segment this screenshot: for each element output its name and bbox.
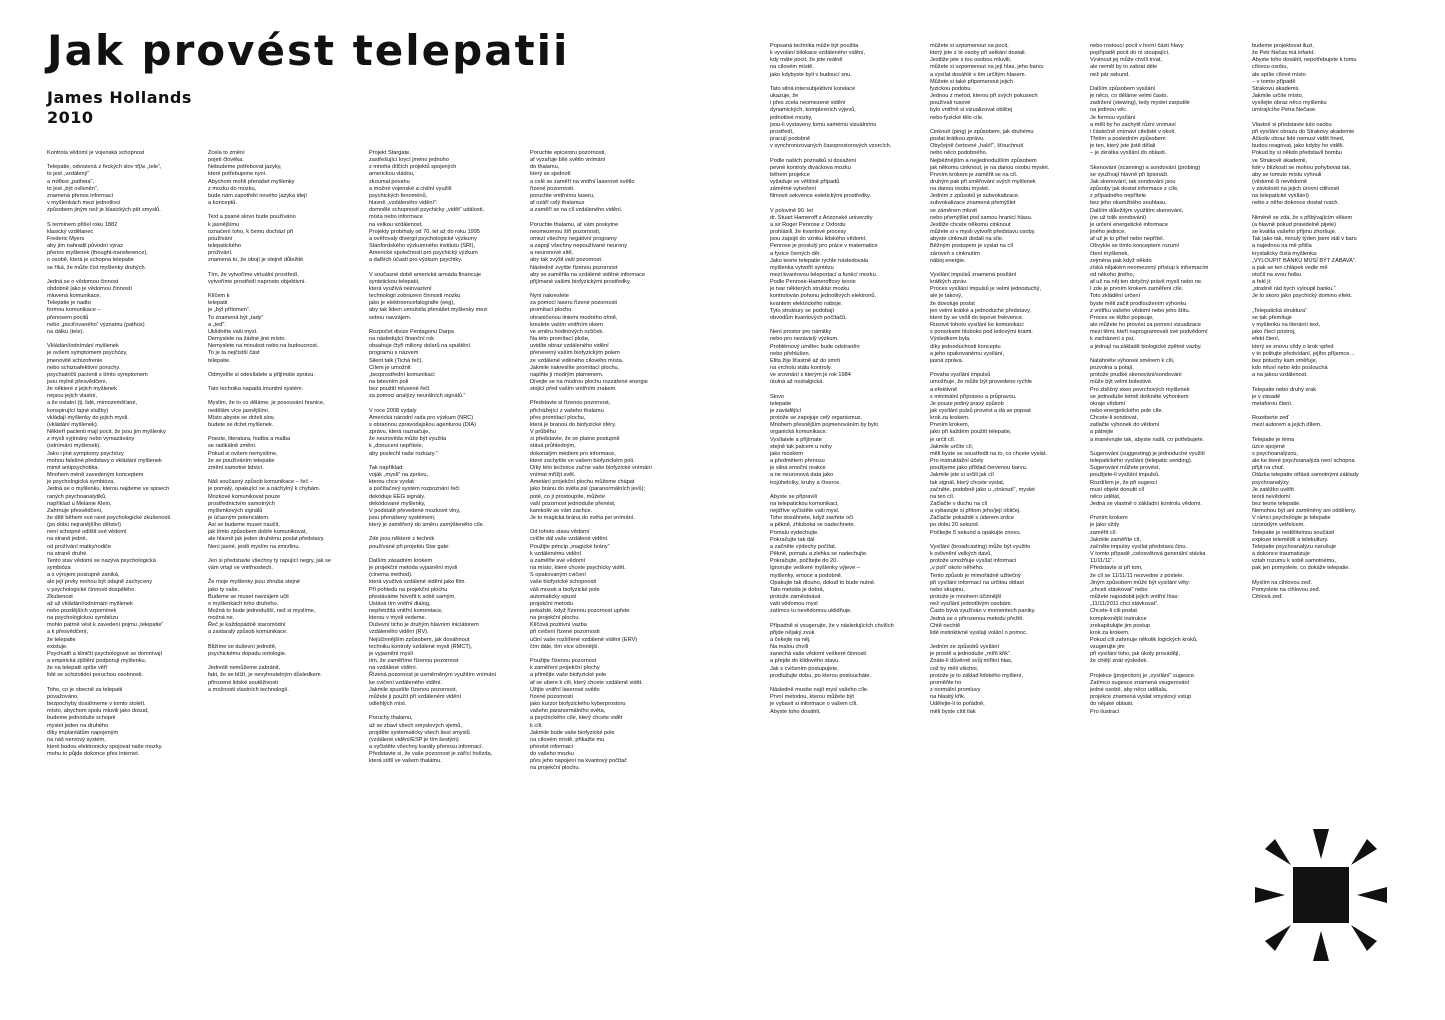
text-column-3: Projekt Stargate, zastřešující krycí jméno jednoho z mnoha dílčích projektů spojených americkou vládou, zkoumal povahu a možné vojenské a civilní využití psychických fenoménů, hlavně „vzdáleného vidění“: domnělé schopnosti psychicky „vidět“ události, místa nebo informace na velkou vzdálenost. Projekty probíhaly od 70. let až do roku 1995 a ověřovaly divergii psychologické výzkumy Stanfordského výzkumného institutu (SRI), Americké společnosti pro psychický výzkum a dalších účastí pro výzkum psychiky. V současné době americká armáda financuje syntetickou telepatii, která využívá neinvazivní technologii zobrazení činnosti mozku jako je elektroencefalografie (eeg), aby tak lidem umožnila přenášet myšlenky mezi sebou navzájem. Rozpočet divize Pentagonu Darpa na následující finanční rok obsahuje čtyři miliony dolarů na spuštění programu s názvem Silent talk (Tichá řeč). Cílem je umožnit „bezprostřední komunikaci na bitevním poli bez použití mluvené řeči za pomoci analýzy neurálních signálů.“ V roce 2008 vydaly Americká národní rada pro výzkum (NRC) s obrannou zpravodajskou agenturou (DIA) zprávu, která naznačuje, že neurověda může být využita k „donucení nepřítele, aby poslechl naše rozkazy.“ Tak například: voják „myslí“ na zprávu, kterou chce vyslat a počítačový systém rozpoznání řeči dekóduje EEG signály. dekódované myšlenky, V podstatě převedené mozkové vlny, jsou přenášeny systémem, který je zaměřený do směru zamýšleného cíle. Zde jsou některé z technik používané při projektu Star gate: Dalším zásadním krokem je projekční metoda vyjasnění mysli (cinema method). která využívá vzdálené vidění jako film. Při pohledu na projekční plochu přestáváme hovořit k sobě samým. Ustává tím vnitřní dialog, nepřetržitá vnitřní komentace, kterou v mysli vedeme. Duševní ticho je druhým hlavním iniciátorem vzdáleného vidění (RV). Nejúčinnějším způsobem, jak dosáhnout techniku kontroly vzdálené mysli (RMCT), je vyjasnění mysli tím, že zaměříme řízenou pozornost na vzdálené vidění. Řízená pozornost je usměrněným využitím vnímání ke cvičení vzdáleného vidění. Jakmile spustíte řízenou pozornost, můžete ji použít při vzdáleném vidění odlehlých míst. Poruchy thalamu, až se zbaví všech smyslových vjemů, projděte systematicky všech šest smyslů (vzdálené vidění/ESP je tím šestým) a vyčistěte všechny kanály přenosu informací. Představte si, že vaše pozornost je zářící hvězda, která sídlí ve vašem thalamu. — [369, 150, 497, 765]
text-column-5: Popsaná technika může být použita k vyvolání bilokace vzdáleného vidění, kdy máte pocit, že jste reálně na cílovém místě, jako kdybyste byli v budoucí snu. Tato silná intersubjektivní korelace ukazuje, že i přes zcela neomezené vidění dynamických, komplexních výjevů, jednotlivé mozky, jsou-li vystaveny tomu samému vizuálnímu prostředí, pracují podobně v synchronizovaných časoprostorových vzorcích. Podle našich poznatků si dosažení pevné kontroly diváckova mozku během projekce vyžaduje ve většině případů záměrné vytvoření filmové sekvence estetickými prostředky. V polovině 90. let dr. Stuart Hameroff z Arizonské univerzity a sir Roger Penrose z Oxfordu prohlásili, že kvantové procesy jsou zapojit do vzniku lidského vědomí. Penrose je proslulý pro práce v matematice a fyzice černých děr. Jako teorie telepatie rychle následovala myšlenka vytvořit syntézu mezi kvantovou teleportací a funkcí mozku. Podle Penrose-Hameroffovy teorie je tvar některých struktur mozku kontrolován pohonu jednotlivých elektronů, kvantem elektrického náboje. Tyto struktury se podobají obvodům kvantových počítačů. Není prostor pro námitky nebo pro nezávislý výzkum. Problémový umělec bude odstraněn nebo přehlušen. Elita žije šťastně až do smrti na vrcholu státu kontroly. ve srovnání s kterým je rok 1984 útulná až nostalgická. Slovo telepatie je zavádějící protože se zapojuje celý organismus. Mnohem přesnějším pojmenováním by bylo organická komunikace. Vysílatele a přijímate stejně tak palcem u nohy jako mozkem a předmětem přenosu je silná emoční reakce a ne neuronová data jako trojúhelníky, kruhy a čtverce. Abyste se připravili na telepatickou komunikaci, nejdříve vyčistěte vaši mysl. Toho dosáhnete, když zavřete oči a pěkně, zhluboka se nadechnete. Pomalu vydechujte. Pokračujte tak dál a začněte výdechy počítat. Pěkně, pomalu a zlehka se nadechujte. Pokračujte, počítejte do 20. Ignorujte veškeré myšlenky výjeve – myšlenky, emoce a podobně. Opakujte tak dlouho, dokud to bude nutné. Tato metoda je dobrá, protože zaměstnává vaši vědomou mysl zatímco tu nevědomou uklidňuje. Případně si vsugerujte, že v následujících chvílích přijde nějaký zvuk a čekejte na něj. Na malou chvíli zanechá vaše vědomí veškeré činnosti a přejde do klidového stavu. Jak s cvičením postupujete, prodlužujte dobu, po kterou posloucháte. Následně musíte najít mysl vašeho cíle. První metodou, kterou můžete být je vybavit si informace o vašem cíli. Abyste toho dosáhli, — [770, 43, 894, 715]
text-column-1: Kontrola vědomí je vojenská schopnost Telepatie, odvozená z řeckých slov τῆλε „tele“, to jest „vzdálený“ a πάθεια „patheia“, to jest „být ovlivněn“, znamená přenos informací v myšlenkách mezi jednotlivci způsobem jiným než je klasických pět smyslů. S termínem přišel roku 1882 klasický vzdělanec Frederic Myers aby jím nahradil původní výraz přenos myšlenek (thought-transference). o osobě, která je schopna telepatie se říká, že může číst myšlenky druhých. Jedná se o vědomou činnost obdobně jako je vědomou činností mluvená komunikace. Telepatie je nadto formou komunikace – přenosem pocitů nebo „pociťovaného“ významu (pathos) na dálku (tele). Vkládání/odnímání myšlenek je ovšem symptomem psychózy, jmenovitě schizofrenie nebo schizoafektivní poruchy. psychiatričtí pacienti s tímto symptomem jsou mylně přesvědčeni, že některé z jejich myšlenek nejsou jejich vlastní, a že ostatní (tj. lidé, mimozemšťané, konspirující tajné služby) vkládají myšlenky do jejich mysli. (vkládání myšlenek). Někteří pacienti mají pocit, že jsou jim myšlenky z mysli vyjímány nebo vymazávány (odnímání myšlenek). Jako i jiné symptomy psychózy mohou falešné představy o vkládání myšlenek mimit antipsychotika. Mnohem méně zavedeným konceptem je psychologická symbióza. Jedná se o myšlenku, kterou najdeme ve spisech raných psychoanalytiků, například u Melanie Klein. Zahrnuje přesvědčení, že dítě během své rané psychologické zkušenosti (po dobu nejranějšího dětství) není schopné odlišit své vědomí na straně jedné, od prožívání matky/rodiče na straně druhé. Tento stav vědomí se nazývá psychologická symbióza a s výrojem postupně zaniká, ale její prvky mohou být údajně zachyceny v psychologické činnosti dospělého. Zkušenost až už vkládání/odnímání myšlenek nebo pozdějších vzpomínek na psychologickou symbiózu mohlo patrně vést k zavedení pojmu „telepatie“ a k přesvědčení, že telepatie existuje. Psychiatři a kliničtí psychologové se domnívají a empirická zjištění podporují myšlenku, že na telepatii spíše věří lidé se schizotidní poruchou osobnosti. Toho, co je obecně za telepatii považováno, bezpochyby dosáhneme v tomto století. místo, abychom spolu mluvili jako dosud, budeme jednoduše schopni myslet jeden na druhého díky implantátům napojeným na náš nervový systém, které budou elektronicky spojovat naše mozky. mohu to půjde dokonce přes internet. — [47, 150, 171, 758]
text-column-2: Zcela to změní pojetí člověka. Nebudeme potřebovat jazyky, které potřebujeme nyní. Abychom mohli přenášet myšlenky z mozku do mozku, bude nám zapotřebí nového jazyka idejí a konceptů. Text a psané slovo bude používáno k jasnějšímu označení toho, k čemu dochází při používání telepatického prožívání. znamená to, že obojí je stejně důležité. Tím, že vytvoříme virtuální prostředí, vytvoříme prostředí naprosto objektivní. Klíčem k telepatii je „být přítomen“. To znamená být „tady“ a „teď“. Uklidněte vaši mysl. Demyslete na žádné jiné místo. Nemyslete na minulost nebo na budoucnost. To je ta nejčistší část telepatie. Odmyslíte si odesílatele a přijímáte zprávu. Tato technika napadá imunitní systém. Myslím, že to co děláme, je posouvání hranice, nedělám více jasnějšími. Místo abyste se drželi slov, budete se držet myšlenek. Poezie, literatura, hudba a malba se radikálně změní. Pokud si ovšem nemyslíme, že se používáním telepatie změní samotné lidství. Náš současný způsob komunikace – řeč – je pomalý, opakující se a náchylný k chybám. Mozkové komunikovat pouze prostřednictvím samotných myšlenkových signálů je účasným potenciálem. Asi se budeme muset naučit, jak tímto způsobem dobře komunikovat, ale hlavně jak jeden druhému poslat představy. Není jasné, jestli myslím na zmrzlinu. Jen si představte všechny ty rapující negry, jak se vám vrtají ve vnitřnostech. Že moje myšlenky jsou zhruba stejné jako ty vaše. Budeme se muset navzájem učit o myšlenkách toho druhého. Možná to bude jednodušší, než si myslíme, možná ne. Řeč je každopádně staromódní a zastaralý způsob komunikace. Bližíme se duševní jednotě, psychickému dopadu ontologie. Jednotě nemůžeme zabránit, fakt, že se blíží, je nevyhnutelným důsledkem přirozené lidské soutěživosti a možnosti vlastních technologií. — [208, 150, 332, 693]
text-column-4: Poruchte epicentru pozornosti, af vyzařuje bílé světlo vnímání do thalamu, který se sjednotí a celé se zaměří na vnitřní laserové světlo řízené pozornosti. poruchte vnitřnímu laseru, af ozáří celý thalamus a zaměří se na cíl vzdáleného vidění. Poruchte thalamu, ať vám poskytne neomezenou šíři pozornosti, omezí všechny negativní programy a zapojí všechny nepoužívané neurony a neuronové sítě, aby tak zvýšil vaši pozornost. Následně zvyšte řízenou pozornost aby se zaměřila na vzdálené viděné informace přijímané vašimi biofyzickými prostředky. Nyní nakreslete za pomocí laseru řízené pozornosti promítací plochu ohraničenou liniemi modrého ohně, kreslete vaším vnitřním okem ve směru hodinových ručiček. Na této promítací ploše, uvidíte obraz vzdáleného vidění přenesený vaším biofyzickým polem ze vzdálené viděného cílového místa. Jakmile nakreslíte promítací plochu, naplňte ji modrým plamenem. Dívejte se na modrou plochu rozzářené energie stojící před vaším vnitřním zrakem. Představte si řízenou pozornost, přichážející z vašeho thalamu přes promítací plochu, která je branou do biofyzické sféry. V průběhu si představte, že se platno postupně stává průhledným, dokonalým médiem pro informace, které zachytíte ve vašem biofyzickém poli. Díky této technice začne vaše biofyzické vnímání vnímat mřížjí svět. Ametání projekční plochu můžeme chápat jako bránu do světa psi (paranormálních jevů); poté, co ji prostoupíte, můžete vaší pozornost jednoduše přenést, kamkoliv se vám zachce. Je to magická brána do světa psi vnímání. Od tohoto stavu vědomí cvičte dál vaše vzdálené vidění. Použijte princip „magické brány“ k vzdálenému vidění a zaměřte své vědomí na místo, které chcete psychicky vidět. S opakovaným cvičení vaše biofyzické schopnosti váš mozek a biofyzické pole automaticky spustí projekční metodu pokaždé, když řízenou pozornost upřete na projekční plochu. Klíčová pozitivní vazba při cvičení řízené pozornosti učiní vaše rozšířené vzdálené vidění (ERV) čím dále, tím více účinnější. . Použijte řízenou pozornost k zaměření projekční plochy a přimějte vaše biofyzické pole af se ubere k cíli, který chcete vzdáleně vidět. Užijte vnitřní laserové světlo řízené pozornosti jako kurzor biofyzického kyberprostoru vašeho paranormálního světa, a psychického cíle, který chcete vidět k cíli. Jakmile bude vaše biofyzické pole na cílovém místě, přikažte mu přenést informaci do vašeho mozku přes jeho napojení na kvantový počítač na projekční plochu. — [530, 150, 652, 772]
text-column-7: nebo rostoucí pocit v horní části hlavy popřípadě pocit do ní stoupající. Vyvinout jej může chvíli trvat, ale neměl by to zabrat déle než pár sekund. Dalším způsobem vysílání je něco, co děláme velmi často. zadržení (stewing), tedy myslet zarputile na jedinou věc. Je formou vysílání a měli by ho zachytit různí vnímaví i částečně vnímaví citelisté v okolí. Třetím a posledním způsobem je ten, který jste jistě dělali – je zkrátka vysílání do oblasti. Skenování (scanning) a sondování (probing) se využívají hlavně při špionáži. Jak skenování, tak sondování jsou způsoby jak dostat informace z cíle, z případného nepřítele bez jeho okamžitého souhlasu. Dalším důležitým využitím skenování, (ne už tolik sondování) je určení energetické informace jiného jedince, af už je to přítel nebo nepřítel. Obvykle se tímto konceptem rozumí čtení myšlenek, zejména pak když někdo získá nějakém neomezený přístup k informacím od někoho jiného, af už na něj ten dotyčný právě myslí nebo ne. I zde je prvním krokem zaměření cíle. Toto zkládění určení byste měli začít prodloužením výhonku z vnitřku vašeho vědomí nebo jeho štítu. Proces se těžko popisuje, ale můžete ho provést za pomoci vizualizace mezi těmi, kteří naprogramovali své podvědomí k zacházení s psi, a jednají na základě biologické zpětné vazby. Natáhněte výhonek směrem k cíli, pozvolna a potají, protože prudké skenování/sondování může být velmi bolestivé. Pro zběžný sken povrchových myšlenek se jednoduše letmě dotkněte výhonkem okraje vědomí nebo energetického pole cíle. Chcete-li sondovat, zatlačte výhonek do vědomí a pátrejte a manévrujte tak, abyste našli, co potřebujete. Sugerování (suggesting) je jednoduché využití telepatického vysílání (telepatic sending). Sugerování můžete provést, použijete-li vysílání impulsů. Rozdílem je, že při sugesci musí objekt donutit cíl něco udělat, Jedná se vlastně o základní kontrolu vědomí. Prvním krokem je jako vždy zaměřit cíl. Jakmile zaměříte cíl, začněte impulsy vysílat představu činu. V tomto případě „celosvětová generální stávka 11/11/11“. Představte si při tom, že cíl se 11/11/11 nezvedne z postele. Jiným způsobem může být vysílání věty: „chceš stávkovat“ nebo můžete napodobit jejich vnitřní hlas: „11/11/2011 chci stávkovat“. Chcete-li cíli poslat komplexnější instrukce zrekapitulujte jim postup krok za krokem. Pokud cíli zahrnuje několik logických kroků, vsugerujte jim při vysílání toho, jak úkoly provádějí, že chtějí znát výsledek. Projekce (projection) je „vysílání“ sugesce. Zatímco sugesce znamená vsugerování jedné osobě, aby něco udělala, projekce znamená vyslat smyslový vstup do nějaké oblasti. Pro ilustraci — [1090, 43, 1209, 715]
sun-icon — [1251, 825, 1391, 965]
text-column-8: budeme projektovat iluzi, že Petr Nečas má infarkt. Abyste toho dosáhli, nepotřebujete k tomu cílovou osobu, ale spíše cílové místo – v tomto případě Strakovu akademii. Jakmile určíte místo, vysílejte obraz něco myšlenku umírajícího Petra Nečase. Vlastně si představte tuto osobu při vysílání obrazu do Strakovy akademie Ačkoliv obraz lidé nemusí vidět hned, budou reagovat, jako kdyby ho viděli. Pokud by si někdo představil bombu ve Strakově akademii, lidé v blízkosti se mohou pohybovat tak, aby se tomuto místu vyhnuli (vědomě či nevědomě v závislosti na jejich úrovni citlivosti na telepatické vysílání) nebo z něho dokonce dostat rvach. Niméně se zdá, že s přibývajícím věkem (a hlavně pokud pravidelně pijete) se kvalita vašeho příjmu zhoršuje. Tak jako tak, minulý týden jsem stál v baru a najednou na mě přišla krystalicky čistá myšlenka: „VYLOUPIT BANKU MUSÍ BÝT ZÁBAVA“. a pak se ten chlápek vedle mě otočil na svou holku a řekl jí: „strašně rád bych vyloupil banku.“ Je to skoro jako psychický domino efekt. „Telepatická struktura“ se tak přemítuje v myšlenku na literární text, jako čtecí pristroj, efekt čtení, který se znovu vždy o krok vpřed v to politujte předvídaní, jejího příjemce… bez potuchy kam směřuje, kdo mluví nebo kdo poslouchá a na jakou vzdálenost. Telepatie nebo druhý zrak je v zásadě metaforou čtení. Rozeberte zeď mezi autorem a jejich dílem. Telepatie je téma úzce spojené s psychoanalýzou, ale ke které psychoanalýza není schopna přijít na chuť. Otázka telepatie otřásá samotnými základy psychoanalýzy. Je zatěžko uvěřit teorii nevědomí bez teorie telepatie. Nemohou být ani zaměněny ani odděleny. V rámci psychologie je telepatie cizorodým vetřelcem. Telepatie je nedělitelnou součástí exploze telemědií a telekultury. Telepatie psychoanalýzu narušuje a dokonce traumatizuje vztah rozumu k sobě samotnému, pak jen pomyslete, co dokáže telepatie. Myslím na cihlovou zeď. Pomyslete na cihlovou zeď. Cihlová zeď. — [1252, 43, 1359, 601]
page-title: Jak provést telepatii — [47, 26, 570, 75]
publication-year: 2010 — [47, 108, 94, 127]
text-column-6: můžete si vzpomenout na pocit, který jste z té osoby při setkání dostali. Jestliže jste s tou osobou mluvili, můžete si vzpomenout na její hlas, jeho barvu a vysílat dosáhlé s tím určitým hlasem. Můžete si také připomenout jejich fyzickou podobu. Jednou z metod, kterou při svých pokusech používali rusové bylo vnitřně si vizualizovat obličej nebo fyzické tělo cíle. Cinknutí (ping) je způsobem, jak druhému poslat krátkou zprávu. Obyčejně čertovné „haló!“, šťouchnutí nebo něco podobného. Nejběžnějším a nejjednodušším způsobem jak někomu cinknout, je na danou osobu myslet. Prvním krokem je zaměřit se na cíl. druhým pak při směřování svých myšlenek na danou osobu myslet. Jedním z způsobů je subvokalizace. subvokalizace znamená přemýšlet se záměrem mluvit nebo přemýšlet pod samou hranicí hlasu. Jestliže chcete někomu cinknout můžete si v mysli vytvořit představu osoby. abyste cinknutí dodali na síle. Běžným postupem je vyslat na cíl zároveň s cinknutím náboj energie. Vysílání impulsů znamená posílání krátkých zpráv. Proces vysílání impulsů je velmi jednoduchý, ale je takový, že dovoluje poslat jen velmi krátké a jednoduché představy, které by se vešli do tepové frekvence. Rusové tohoto vysílání ke komunikaci s ponorkami hluboko pod ledovými krami. Výsledkem byla, díky jednoduchosti konceptu a jeho opakovanému vysílání, jasná zpráva. Povaha vysílání impulsů umožňuje, že může být provedeno rychle a efektivně s minimální přípravou a průpravou. Je pouze jediný pravý způsob jak vysílání pulsů provést a dá se popsat krok za krokem. Prvním krokem, jako při každém použití telepatie, je určit cíl. Jakmile určíte cíl, měli byste se soustředit na to, co chcete vyslat. Pro instruktážní účely použijeme jako příklad červenou barvu. Jakmile jste si určili jak cíl tak signál, který chcete vyslat, začněte, podobně jako u „cinknutí“, myslet na ten cíl. Začlačte v duchu na cíl a vybavujte si přitom jeho/její obličej. Začlačte pokaždé s úderem srdce po dobu 20 sekund. Počkejte 5 sekund a opakujte znovu. Vysílání (broadcasting) může být využito k ovlivnění velkých davů, protože umožňuje vysílat informaci „v poli“ okolo něhého. Tento způsob je mimořádně užitečný při vysílání informací na určitou oblast nebo skupinu, protože je mnohem účinnější než vysílání jednotlivým osobám. Často bývá využíván v momentech paniky. Jedná se o přirozenou metodu přežití. Chtě nechtě lidé instinktivně vysílají volání o pomoc. Jedním ze způsobů vysílání je prostě a jednoduše „mířit křik“. Znáte-li důvěrně svůj mířitní hlas, což by měli všichni, protože je to základ lidského myšlení, proměňte ho z normální promluvy na hlasitý křik. Udělejte-li to pořádně, měli byste cítit tlak — [930, 43, 1050, 715]
author-name: James Hollands — [47, 88, 192, 107]
